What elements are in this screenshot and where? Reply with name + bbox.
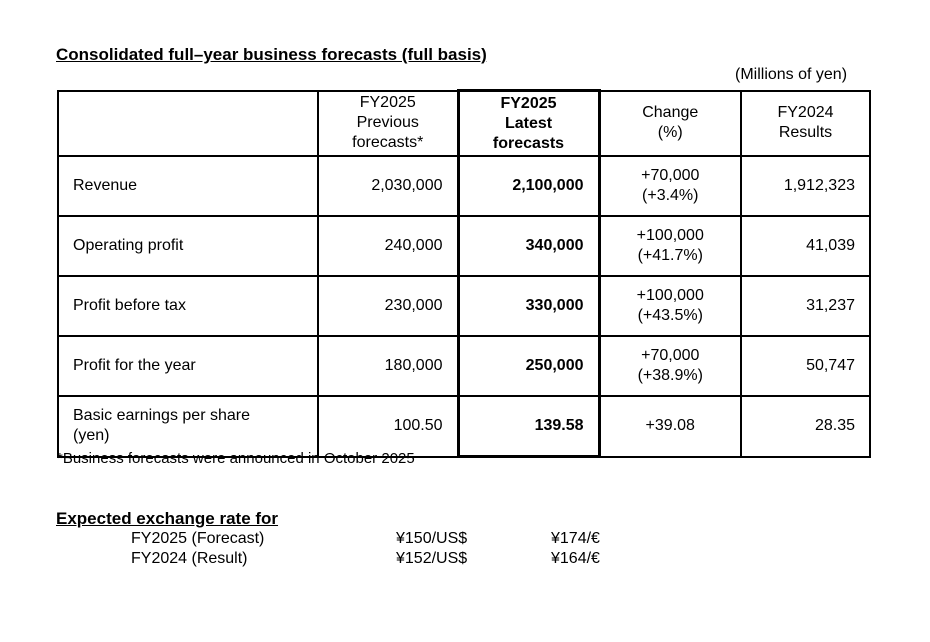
change-value: +39.08 (599, 396, 741, 457)
table-row (58, 276, 870, 336)
latest-forecast-value: 330,000 (458, 276, 599, 336)
footnote: *Business forecasts were announced in October 2025 (57, 450, 415, 467)
fy2024-result-value: 41,039 (741, 216, 870, 276)
latest-forecast-value: 139.58 (458, 396, 599, 457)
eur-rate: ¥174/€ (551, 530, 600, 547)
latest-forecast-value: 2,100,000 (458, 156, 599, 216)
change-value: +70,000 (+3.4%) (599, 156, 741, 216)
row-label: Operating profit (58, 216, 318, 276)
header-latest-forecasts: FY2025 Latest forecasts (458, 91, 599, 157)
previous-forecast-value: 230,000 (318, 276, 458, 336)
previous-forecast-value: 100.50 (318, 396, 458, 457)
previous-forecast-value: 2,030,000 (318, 156, 458, 216)
row-label: Profit for the year (58, 336, 318, 396)
row-label: Revenue (58, 156, 318, 216)
change-value: +70,000 (+38.9%) (599, 336, 741, 396)
change-value: +100,000 (+41.7%) (599, 216, 741, 276)
table-row (58, 156, 870, 216)
table-header-row (58, 91, 870, 157)
row-label: Basic earnings per share (yen) (58, 396, 318, 457)
fy2024-result-value: 28.35 (741, 396, 870, 457)
eur-rate: ¥164/€ (551, 550, 600, 567)
exchange-rate-title: Expected exchange rate for (56, 509, 279, 528)
header-blank-cell (58, 91, 318, 157)
usd-rate: ¥152/US$ (396, 550, 468, 567)
fy2024-result-value: 31,237 (741, 276, 870, 336)
header-previous-forecasts: FY2025 Previous forecasts* (318, 91, 458, 157)
fy2024-result-value: 1,912,323 (741, 156, 870, 216)
row-label: Profit before tax (58, 276, 318, 336)
latest-forecast-value: 250,000 (458, 336, 599, 396)
exchange-rate-label: FY2025 (Forecast) (131, 530, 265, 547)
units-note: (Millions of yen) (735, 66, 848, 83)
header-change: Change (%) (599, 91, 741, 157)
exchange-rate-label: FY2024 (Result) (131, 550, 248, 567)
table-row (58, 216, 870, 276)
table-row (58, 336, 870, 396)
table-row (58, 396, 870, 457)
latest-forecast-value: 340,000 (458, 216, 599, 276)
forecast-table (57, 89, 871, 458)
usd-rate: ¥150/US$ (396, 530, 468, 547)
previous-forecast-value: 180,000 (318, 336, 458, 396)
fy2024-result-value: 50,747 (741, 336, 870, 396)
change-value: +100,000 (+43.5%) (599, 276, 741, 336)
header-fy2024-results: FY2024 Results (741, 91, 870, 157)
page-title: Consolidated full–year business forecasts (full basis) (56, 45, 487, 64)
previous-forecast-value: 240,000 (318, 216, 458, 276)
